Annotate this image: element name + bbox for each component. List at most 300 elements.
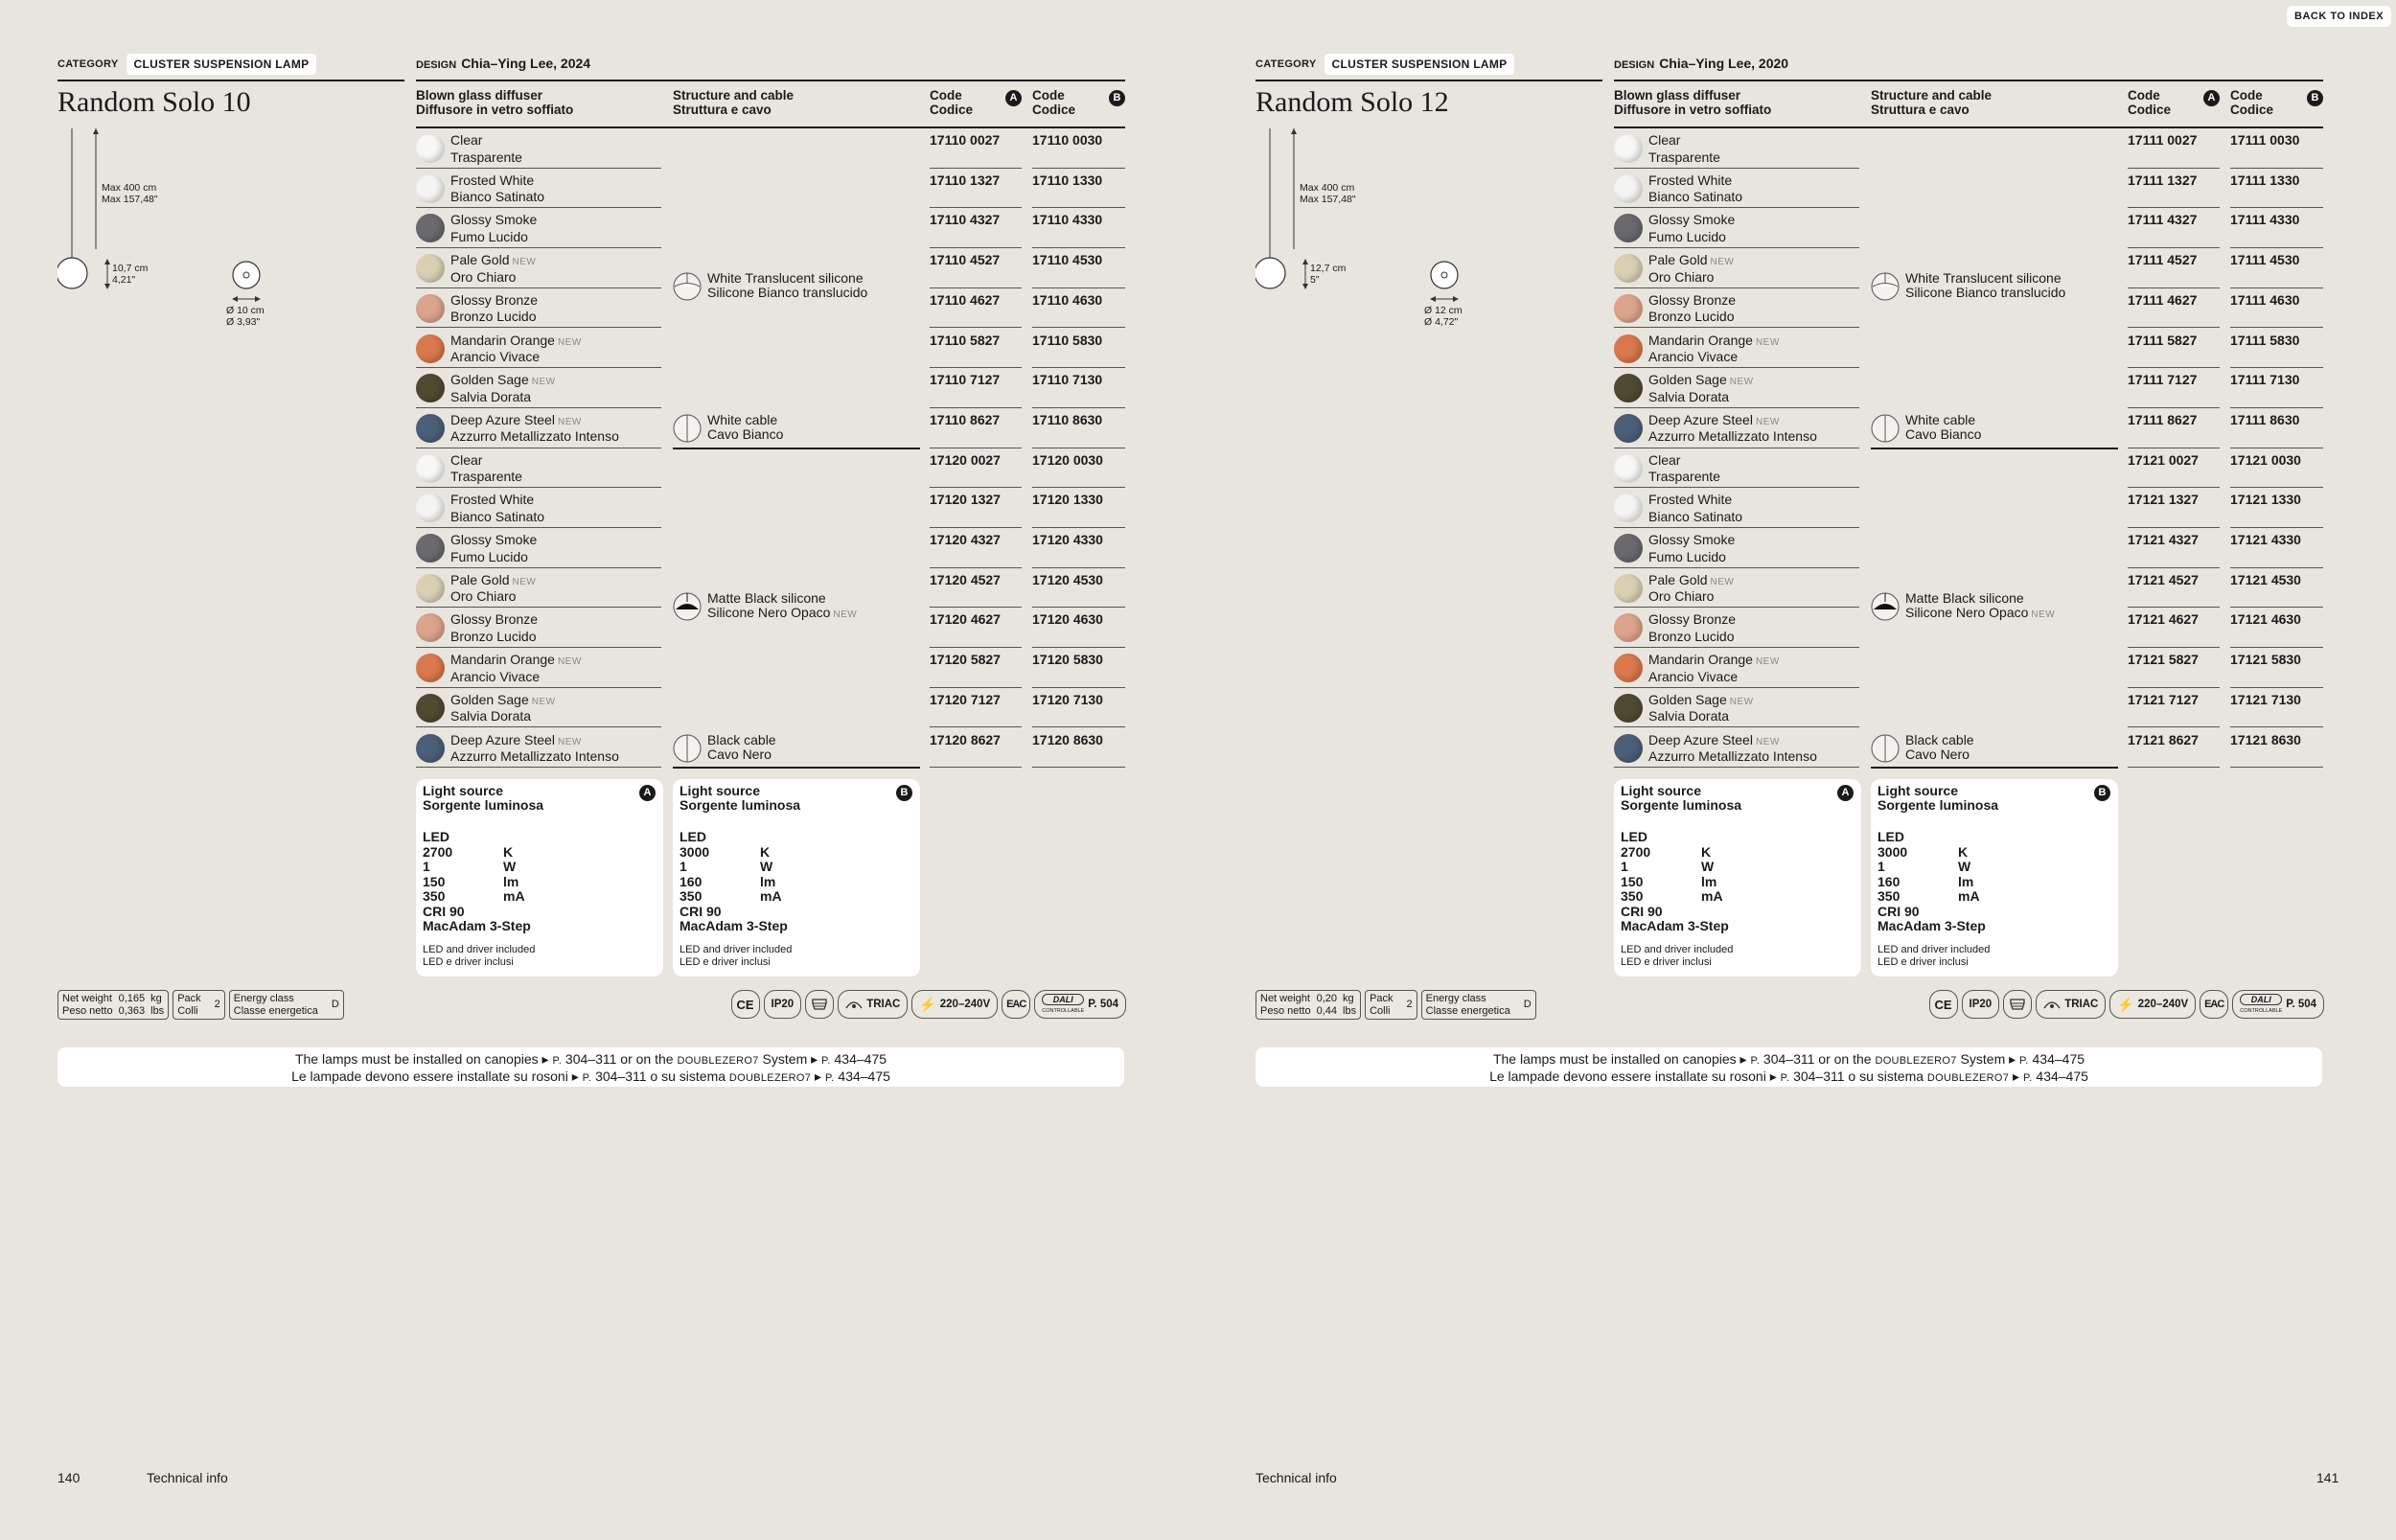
code-a: 17111 1327 <box>2128 172 2198 188</box>
back-to-index-button[interactable]: BACK TO INDEX <box>2287 6 2391 27</box>
code-b: 17111 4530 <box>2230 252 2300 268</box>
ip-rating-icon <box>764 990 802 1019</box>
finish-name-en: Glossy Smoke <box>450 532 538 547</box>
code-a: 17111 5827 <box>2128 332 2198 348</box>
header-rule <box>1614 80 2323 81</box>
spec-unit: lm <box>1701 873 1717 889</box>
finish-name <box>450 253 536 285</box>
ce-mark-icon <box>1929 990 1958 1019</box>
code-a: 17111 4527 <box>2128 252 2198 268</box>
code-a: 17110 4627 <box>930 291 1001 308</box>
footnote-en: LED and driver included <box>1621 943 1734 955</box>
spec-unit: lm <box>1958 873 1974 889</box>
finish-cell <box>1614 488 1859 528</box>
weight-label-en: Net weight <box>62 993 112 1004</box>
height-dim <box>1310 263 1346 286</box>
color-swatch <box>416 494 445 522</box>
finish-name <box>1648 293 1739 325</box>
notice-text: 434–475 <box>2028 1051 2085 1067</box>
spec-unit: W <box>1958 859 1971 874</box>
finish-name-it: Bianco Satinato <box>1648 189 1743 205</box>
finish-name <box>450 413 619 445</box>
code-b: 17110 4330 <box>1032 212 1103 228</box>
notice-text: 434–475 <box>2032 1069 2088 1084</box>
code-a: 17110 1327 <box>930 172 1001 188</box>
table-row <box>1614 648 2323 688</box>
code-b: 17111 1330 <box>2230 172 2300 188</box>
diameter-cm: Ø 10 cm <box>226 305 265 316</box>
light-type: LED <box>1621 829 1647 844</box>
finish-cell <box>416 728 661 769</box>
finish-name-it: Oro Chiaro <box>1648 588 1715 605</box>
finish-cell <box>1614 448 1859 489</box>
light-title-en: Light source <box>1878 783 1959 798</box>
code-a: 17121 4627 <box>2128 611 2199 628</box>
structure-name-en: White Translucent silicone <box>1905 269 2062 286</box>
table-row <box>1614 488 2323 528</box>
light-title-it: Sorgente luminosa <box>1621 797 1742 813</box>
spec-kelvin <box>423 845 657 861</box>
finish-name-en: Glossy Bronze <box>450 291 539 308</box>
badge-a: A <box>2203 90 2220 106</box>
footnote-en: LED and driver included <box>1878 943 1991 955</box>
light-source-card-a <box>416 779 663 977</box>
triac-dimming-icon <box>838 990 908 1019</box>
finish-name-it: Fumo Lucido <box>1648 548 1726 564</box>
spec-unit: mA <box>503 888 525 904</box>
finish-name-it: Fumo Lucido <box>450 548 528 564</box>
new-badge: NEW <box>1755 736 1780 747</box>
right-page <box>1198 0 2396 1540</box>
notice-page-prefix: P. <box>1780 1072 1790 1084</box>
structure-name-it: Silicone Bianco translucido <box>1905 285 2066 301</box>
footnote-it: LED e driver inclusi <box>423 955 514 968</box>
diameter-in: Ø 3,93" <box>226 316 261 328</box>
table-row <box>1614 329 2323 369</box>
weight-label-it: Peso netto <box>1260 1004 1311 1017</box>
finish-name-en: Pale Gold <box>1648 571 1708 587</box>
header-rule <box>1256 80 1602 81</box>
finish-name-en: Golden Sage <box>1648 372 1727 388</box>
design-label: DESIGN <box>1614 59 1655 71</box>
color-swatch <box>416 134 445 163</box>
finish-name <box>1648 533 1738 564</box>
structure-icon <box>673 592 702 621</box>
finish-name-it: Fumo Lucido <box>450 228 528 244</box>
spec-cri: CRI 90 <box>1621 903 1663 919</box>
light-footnote <box>680 944 913 969</box>
code-b: 17111 4630 <box>2230 291 2300 308</box>
code-a: 17110 4327 <box>930 212 1001 228</box>
structure-name-it: Silicone Bianco translucido <box>707 285 868 301</box>
spec-watt <box>680 860 913 875</box>
table-row <box>416 688 1125 728</box>
color-swatch <box>416 613 445 642</box>
color-swatch <box>1614 414 1643 443</box>
code-b: 17120 5830 <box>1032 652 1103 668</box>
pack-value: 2 <box>214 999 220 1011</box>
finish-name-en: Glossy Smoke <box>1648 532 1736 547</box>
code-b: 17120 7130 <box>1032 691 1103 707</box>
color-swatch <box>1614 494 1643 522</box>
structure-name <box>1905 733 1974 765</box>
code-a: 17120 7127 <box>930 691 1001 707</box>
footnote-it: LED e driver inclusi <box>680 955 771 968</box>
notice-it <box>58 1069 1124 1086</box>
category-label: CATEGORY <box>58 58 119 70</box>
voltage-icon <box>911 990 998 1019</box>
energy-label-en: Energy class <box>1425 993 1486 1004</box>
dimmer-icon <box>2043 999 2061 1010</box>
structure-name <box>1905 591 2055 623</box>
product-specs <box>58 990 344 1020</box>
spec-unit: mA <box>1701 888 1723 904</box>
weight-kg: 0,20 <box>1316 993 1338 1004</box>
code-a: 17111 0027 <box>2128 132 2198 148</box>
new-badge: NEW <box>2031 609 2056 621</box>
structure-icon <box>1871 592 1900 621</box>
energy-label-en: Energy class <box>233 993 294 1004</box>
structure-name-it: Silicone Nero Opaco <box>707 605 831 621</box>
spec-current <box>423 889 657 905</box>
color-swatch <box>416 654 445 682</box>
color-swatch <box>1614 734 1643 763</box>
code-b-column-header <box>2230 88 2323 117</box>
light-title-it: Sorgente luminosa <box>1878 797 1999 813</box>
finish-cell <box>1614 248 1859 288</box>
code-b: 17110 4530 <box>1032 252 1103 268</box>
table-row <box>416 128 1125 169</box>
dali-sub-text: CONTROLLABLE <box>2240 1008 2283 1014</box>
finish-name <box>1648 133 1720 165</box>
structure-divider <box>673 448 920 449</box>
table-row <box>416 528 1125 568</box>
code-a: 17121 0027 <box>2128 451 2199 468</box>
color-swatch <box>416 734 445 763</box>
height-in: 4,21" <box>112 274 136 286</box>
category-pill[interactable]: CLUSTER SUSPENSION LAMP <box>1325 54 1515 75</box>
bolt-icon: ⚡ <box>2117 996 2134 1012</box>
structure-name-en: Matte Black silicone <box>1905 589 2024 606</box>
dali-logo-text: DALI <box>1042 994 1084 1005</box>
spec-kelvin <box>1621 845 1855 861</box>
finish-cell <box>416 608 661 648</box>
structure-divider <box>1871 448 2118 449</box>
weight-unit-kg: kg <box>1343 993 1354 1004</box>
code-b: 17120 0030 <box>1032 451 1103 468</box>
finish-cell <box>416 648 661 688</box>
structure-column-header <box>1871 88 1992 117</box>
structure-name <box>1905 271 2068 303</box>
structure-name-en: White cable <box>707 411 778 427</box>
cable-length-in: Max 157,48" <box>102 194 158 205</box>
weight-unit-kg: kg <box>150 993 162 1004</box>
table-row <box>416 648 1125 688</box>
triac-text: TRIAC <box>866 999 901 1010</box>
weight-label-it: Peso netto <box>62 1004 113 1017</box>
color-swatch <box>1614 534 1643 563</box>
pack-label-it: Colli <box>177 1004 198 1017</box>
code-a: 17120 0027 <box>930 451 1001 468</box>
spec-value: 2700 <box>423 843 453 860</box>
table-row <box>1614 528 2323 568</box>
dali-link[interactable] <box>1034 990 1126 1019</box>
finish-name-en: Pale Gold <box>450 252 510 268</box>
structure-name <box>707 271 870 303</box>
height-cm: 10,7 cm <box>112 263 149 274</box>
spec-kelvin <box>1878 845 2111 861</box>
finish-name <box>1648 573 1734 605</box>
code-a: 17121 8627 <box>2128 731 2199 747</box>
finish-name-en: Frosted White <box>1648 172 1733 188</box>
spec-value: 2700 <box>1621 843 1651 860</box>
section-title: Technical info <box>147 1470 228 1485</box>
code-a: 17110 4527 <box>930 252 1001 268</box>
light-title-en: Light source <box>680 783 761 798</box>
badge-a: A <box>1005 90 1022 106</box>
footnote-en: LED and driver included <box>423 943 536 955</box>
notice-system: DOUBLEZERO7 <box>1875 1055 1957 1067</box>
color-swatch <box>416 574 445 603</box>
finish-name-en: Glossy Smoke <box>1648 212 1736 228</box>
certification-icons <box>731 990 1126 1019</box>
finish-name-en: Clear <box>1648 451 1681 468</box>
header-en: Structure and cable <box>1871 88 1993 103</box>
spec-lumen <box>1878 875 2111 890</box>
installation-notice <box>58 1047 1124 1087</box>
spec-unit: K <box>503 843 514 860</box>
finish-name <box>1648 612 1739 644</box>
structure-name-it: Cavo Bianco <box>1905 426 1982 443</box>
ce-text: CE <box>1934 997 1952 1012</box>
light-title-en: Light source <box>1621 783 1702 798</box>
header-en: Code <box>2230 88 2263 103</box>
spec-unit: mA <box>760 888 782 904</box>
finish-name <box>1648 333 1780 365</box>
finish-name-en: Frosted White <box>450 172 535 188</box>
finish-name <box>450 293 541 325</box>
notice-page-prefix: P. <box>821 1055 831 1067</box>
eac-text: EAC <box>2204 999 2224 1010</box>
finish-name-en: Clear <box>450 132 483 148</box>
header-rule <box>58 80 404 81</box>
color-swatch <box>1614 134 1643 163</box>
code-b: 17120 1330 <box>1032 492 1103 508</box>
row-divider <box>930 767 1022 768</box>
spec-value: 350 <box>680 888 703 904</box>
category-pill[interactable]: CLUSTER SUSPENSION LAMP <box>127 54 317 75</box>
structure-name-it: Cavo Bianco <box>707 426 784 443</box>
finish-name-it: Salvia Dorata <box>450 708 532 724</box>
spec-unit: lm <box>760 873 776 889</box>
dali-page-ref: P. 504 <box>2286 999 2316 1010</box>
spec-unit: K <box>1701 843 1712 860</box>
table-row <box>1614 169 2323 209</box>
pack-value: 2 <box>1406 999 1413 1011</box>
table-row <box>416 208 1125 248</box>
table-row <box>1614 448 2323 489</box>
finish-name-it: Azzurro Metallizzato Intenso <box>1648 428 1817 445</box>
spec-unit: W <box>503 859 517 874</box>
energy-label-it: Classe energetica <box>233 1004 318 1017</box>
finish-name <box>1648 213 1738 244</box>
code-a: 17110 7127 <box>930 372 1001 388</box>
new-badge: NEW <box>531 696 556 707</box>
ip-text: IP20 <box>771 999 795 1010</box>
notice-text: The lamps must be installed on canopies ▸ <box>1492 1051 1751 1067</box>
code-b: 17110 4630 <box>1032 291 1103 308</box>
finish-name <box>450 133 522 165</box>
finish-name-en: Deep Azure Steel <box>450 411 555 427</box>
finish-cell <box>1614 208 1859 248</box>
weight-kg: 0,165 <box>118 993 146 1004</box>
color-swatch <box>1614 654 1643 682</box>
new-badge: NEW <box>557 656 582 668</box>
design-line <box>416 56 590 71</box>
notice-page-prefix: P. <box>582 1072 592 1084</box>
finish-name <box>450 453 522 485</box>
finish-name-it: Arancio Vivace <box>450 668 541 684</box>
energy-label-it: Classe energetica <box>1425 1004 1510 1017</box>
notice-en <box>58 1051 1124 1069</box>
light-badge: B <box>2094 785 2110 801</box>
light-source-card-b <box>1871 779 2118 977</box>
dali-link[interactable] <box>2232 990 2324 1019</box>
code-b: 17111 0030 <box>2230 132 2300 148</box>
finish-name <box>450 173 544 205</box>
designer: Chia–Ying Lee, 2020 <box>1659 56 1789 71</box>
light-type: LED <box>423 829 449 844</box>
table-row <box>416 329 1125 369</box>
code-b: 17110 5830 <box>1032 332 1103 348</box>
finish-column-header <box>1614 88 1771 117</box>
finish-name-en: Pale Gold <box>450 571 510 587</box>
spec-value: 1 <box>1878 859 1885 874</box>
table-row <box>416 488 1125 528</box>
badge-b: B <box>1109 90 1125 106</box>
finish-name-it: Oro Chiaro <box>1648 268 1715 285</box>
finish-cell <box>1614 288 1859 329</box>
code-b: 17121 7130 <box>2230 691 2301 707</box>
table-row <box>1614 368 2323 408</box>
structure-name-en: Black cable <box>707 731 776 747</box>
light-type: LED <box>1878 829 1904 844</box>
code-b: 17120 4530 <box>1032 571 1103 587</box>
finish-name <box>450 573 536 605</box>
code-b: 17111 5830 <box>2230 332 2300 348</box>
spec-value: 350 <box>1878 888 1901 904</box>
diameter-dim <box>226 305 265 328</box>
table-row <box>1614 688 2323 728</box>
finish-name-it: Bianco Satinato <box>450 508 545 524</box>
finish-name-en: Golden Sage <box>1648 691 1727 707</box>
bolt-icon: ⚡ <box>919 996 936 1012</box>
color-swatch <box>416 214 445 242</box>
finish-name <box>450 373 556 404</box>
footnote-en: LED and driver included <box>680 943 793 955</box>
color-swatch <box>416 254 445 283</box>
code-a: 17110 5827 <box>930 332 1001 348</box>
structure-name <box>1905 413 1984 445</box>
structure-name-en: White cable <box>1905 411 1976 427</box>
finish-cell <box>416 208 661 248</box>
light-footnote <box>423 944 657 969</box>
finish-name-en: Glossy Bronze <box>1648 291 1737 308</box>
diameter-cm: Ø 12 cm <box>1424 305 1463 316</box>
pack-label-en: Pack <box>177 993 201 1004</box>
finish-cell <box>416 688 661 728</box>
finish-name-it: Oro Chiaro <box>450 588 517 605</box>
spec-value: 1 <box>1621 859 1628 874</box>
notice-system: DOUBLEZERO7 <box>1926 1072 2010 1084</box>
weight-unit-lbs: lbs <box>1343 1004 1357 1017</box>
notice-text: System ▸ <box>1956 1051 2020 1067</box>
notice-text: 304–311 or on the <box>1760 1051 1876 1067</box>
dali-logo-text: DALI <box>2240 994 2282 1005</box>
lamp-fixture-icon <box>2003 990 2032 1019</box>
spec-kelvin <box>680 845 913 861</box>
new-badge: NEW <box>557 416 582 427</box>
new-badge: NEW <box>512 257 537 268</box>
finish-name-en: Golden Sage <box>450 691 529 707</box>
code-b: 17121 5830 <box>2230 652 2301 668</box>
finish-cell <box>1614 688 1859 728</box>
spec-watt <box>423 860 657 875</box>
finish-cell <box>416 448 661 489</box>
finish-name-it: Bronzo Lucido <box>1648 628 1735 644</box>
finish-cell <box>416 288 661 329</box>
product-drawing <box>1256 125 1601 345</box>
finish-name <box>1648 253 1734 285</box>
header-en: Blown glass diffuser <box>416 88 543 103</box>
code-a: 17111 7127 <box>2128 372 2198 388</box>
finish-cell <box>1614 648 1859 688</box>
notice-page-prefix: P. <box>1750 1055 1761 1067</box>
finish-cell <box>1614 128 1859 169</box>
finish-name <box>1648 733 1817 765</box>
spec-cri: CRI 90 <box>680 903 722 919</box>
structure-name-en: White Translucent silicone <box>707 269 864 286</box>
notice-page-prefix: P. <box>824 1072 835 1084</box>
net-weight-box <box>1256 990 1361 1020</box>
finish-name-it: Bronzo Lucido <box>450 628 537 644</box>
light-title-it: Sorgente luminosa <box>680 797 801 813</box>
height-cm: 12,7 cm <box>1310 263 1347 274</box>
finish-name-it: Arancio Vivace <box>1648 349 1739 364</box>
finish-cell <box>1614 368 1859 408</box>
notice-text: System ▸ <box>758 1051 822 1067</box>
dimmer-icon <box>845 999 863 1010</box>
row-divider <box>2128 767 2220 768</box>
finish-name-it: Trasparente <box>1648 469 1720 485</box>
code-a: 17121 1327 <box>2128 492 2199 508</box>
light-source-card-b <box>673 779 920 977</box>
code-a: 17120 8627 <box>930 731 1001 747</box>
product-specs <box>1256 990 1536 1020</box>
code-b: 17111 8630 <box>2230 411 2300 427</box>
new-badge: NEW <box>1729 377 1754 388</box>
ce-mark-icon <box>731 990 760 1019</box>
notice-text: 434–475 <box>830 1051 887 1067</box>
finish-name-it: Oro Chiaro <box>450 268 517 285</box>
notice-it <box>1256 1069 2322 1086</box>
finish-cell <box>416 248 661 288</box>
code-b: 17120 8630 <box>1032 731 1103 747</box>
net-weight-box <box>58 990 169 1020</box>
code-a: 17110 8627 <box>930 411 1001 427</box>
color-swatch <box>416 334 445 363</box>
code-a: 17111 8627 <box>2128 411 2198 427</box>
